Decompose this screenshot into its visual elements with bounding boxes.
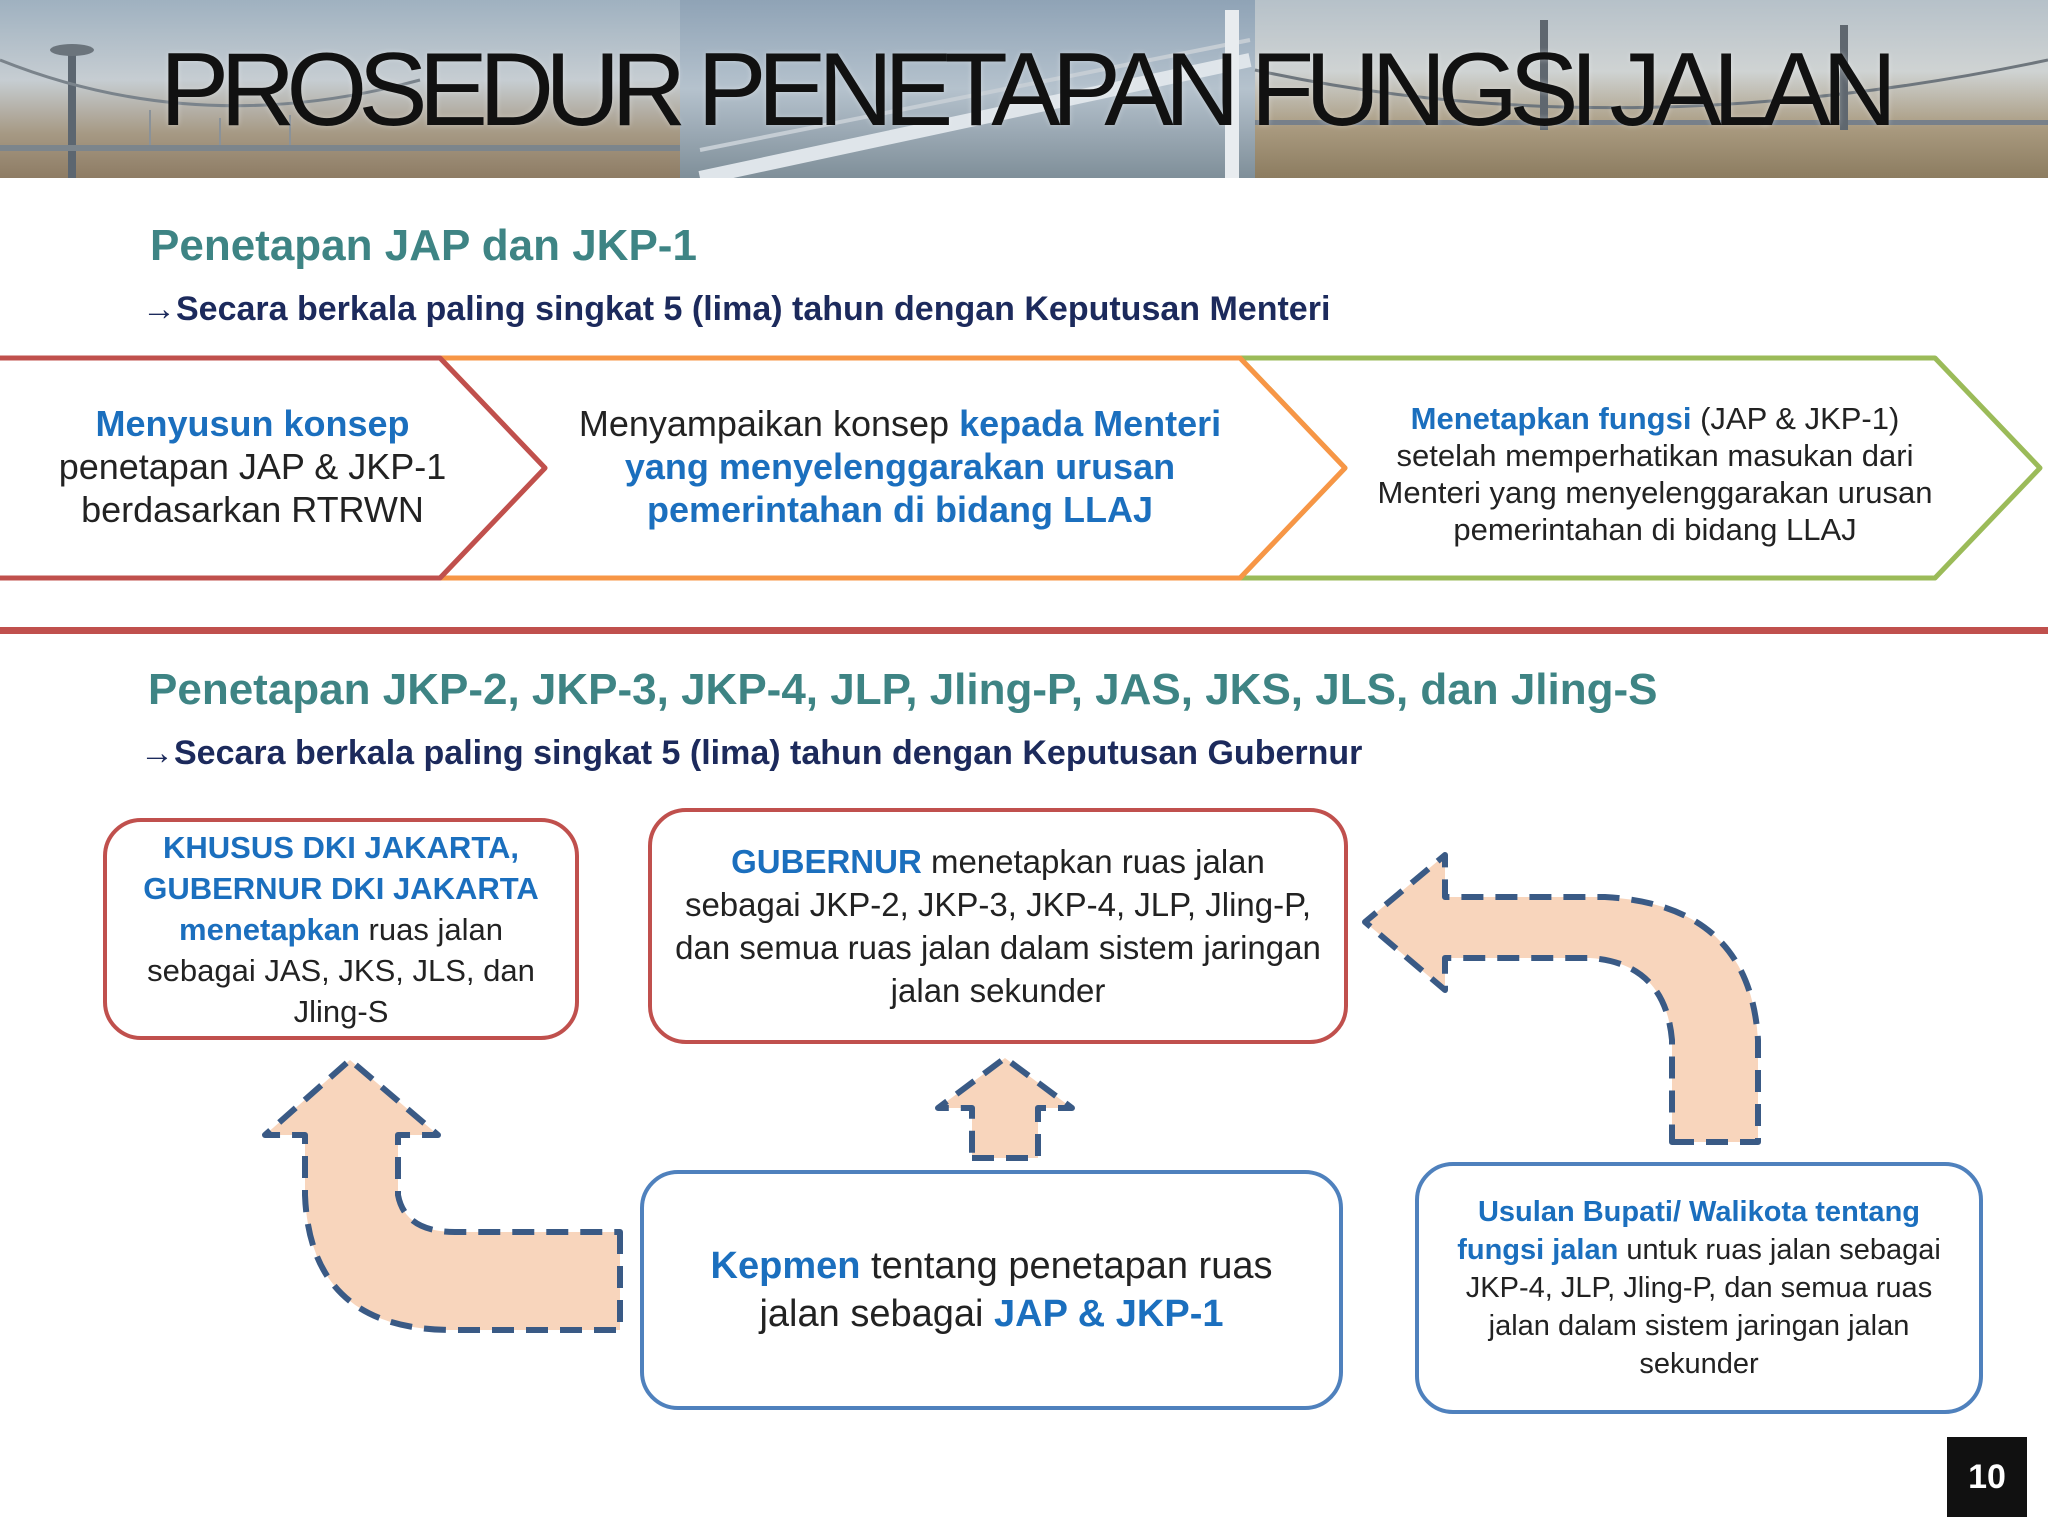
curved-arrow-left-icon <box>265 1060 620 1330</box>
kepmen-box-body: tentang penetapan ruas jalan sebagai <box>759 1245 1273 1335</box>
dki-box-highlight: KHUSUS DKI JAKARTA, GUBERNUR DKI JAKARTA menetapkan <box>143 829 539 947</box>
curved-arrow-right-icon <box>1365 855 1758 1142</box>
arrow-right-icon: → <box>142 290 176 328</box>
section1-heading: Penetapan JAP dan JKP-1 <box>150 221 697 270</box>
section2-subheading-text: Secara berkala paling singkat 5 (lima) tahun dengan Keputusan Gubernur <box>174 734 1363 772</box>
kepmen-box <box>640 1170 1343 1410</box>
process-step2-highlight: kepada Menteri yang menyelenggarakan urusan pemerintahan di bidang LLAJ <box>624 403 1222 530</box>
kepmen-box-highlight: Kepmen <box>710 1245 861 1287</box>
arrow-right-icon: → <box>140 734 174 772</box>
usulan-box <box>1415 1162 1983 1414</box>
gubernur-box <box>648 808 1348 1044</box>
page-title: PROSEDUR PENETAPAN FUNGSI JALAN <box>159 32 1889 148</box>
up-arrow-middle-icon <box>938 1058 1072 1158</box>
process-step1-body: penetapan JAP & JKP-1 berdasarkan RTRWN <box>58 446 447 530</box>
gubernur-box-body: menetapkan ruas jalan sebagai JKP-2, JKP-3, JKP-4, JLP, Jling-P, dan semua ruas jalan dalam sistem jaringan jalan sekunder <box>675 843 1321 1009</box>
gubernur-box-highlight: GUBERNUR <box>731 843 922 880</box>
section2-heading: Penetapan JKP-2, JKP-3, JKP-4, JLP, Jling-P, JAS, JKS, JLS, dan Jling-S <box>148 665 1658 714</box>
process-step1-highlight: Menyusun konsep <box>95 403 410 444</box>
dki-jakarta-box <box>103 818 579 1040</box>
usulan-box-highlight: Usulan Bupati/ Walikota tentang fungsi jalan <box>1457 1196 1920 1266</box>
process-step2-body: Menyampaikan konsep <box>578 403 950 444</box>
section1-subheading-text: Secara berkala paling singkat 5 (lima) tahun dengan Keputusan Menteri <box>176 290 1331 328</box>
process-step3-body: (JAP & JKP-1) setelah memperhatikan masukan dari Menteri yang menyelenggarakan urusan pemerintahan di bidang LLAJ <box>1377 401 1933 547</box>
page-number: 10 <box>1947 1437 2027 1517</box>
dki-box-body: ruas jalan sebagai JAS, JKS, JLS, dan Jling-S <box>147 911 535 1029</box>
process-step3-highlight: Menetapkan fungsi <box>1410 401 1692 436</box>
kepmen-box-highlight-jap: JAP & JKP-1 <box>994 1293 1224 1335</box>
usulan-box-body: untuk ruas jalan sebagai JKP-4, JLP, Jling-P, dan semua ruas jalan dalam sistem jaringan jalan sekunder <box>1465 1234 1941 1380</box>
